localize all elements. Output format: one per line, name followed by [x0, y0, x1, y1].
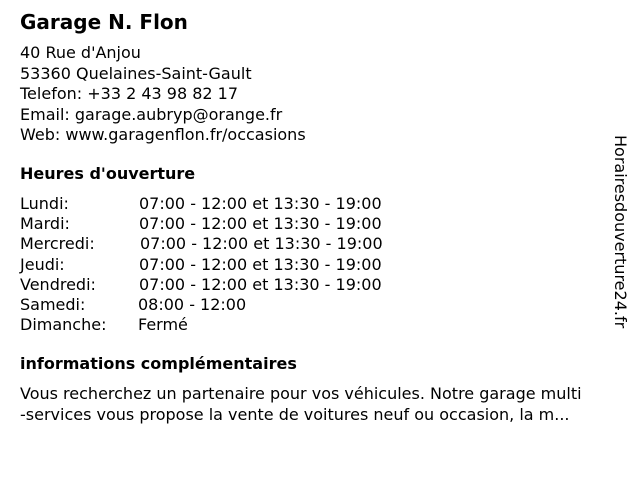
- day-hours: 07:00 - 12:00 et 13:30 - 19:00: [140, 234, 383, 254]
- email-address[interactable]: Email: garage.aubryp@orange.fr: [20, 104, 283, 124]
- info-line-1: Vous recherchez un partenaire pour vos véhicules. Notre garage multi: [20, 384, 582, 403]
- day-hours: Fermé: [138, 315, 188, 335]
- info-heading: informations complémentaires: [20, 354, 297, 373]
- day-hours: 07:00 - 12:00 et 13:30 - 19:00: [139, 194, 382, 213]
- day-label: Mardi:: [20, 214, 70, 234]
- day-hours: 07:00 - 12:00 et 13:30 - 19:00: [139, 274, 382, 294]
- hours-heading: Heures d'ouverture: [20, 164, 196, 183]
- day-label: Mercredi:: [20, 234, 95, 254]
- day-label: Dimanche:: [20, 315, 107, 335]
- hours-table: [20, 194, 440, 335]
- day-hours: 07:00 - 12:00 et 13:30 - 19:00: [139, 214, 382, 234]
- hours-row-tuesday: [20, 214, 440, 234]
- business-name: Garage N. Flon: [20, 10, 188, 34]
- website-link[interactable]: Web: www.garagenflon.fr/occasions: [20, 125, 306, 144]
- phone-number[interactable]: Telefon: +33 2 43 98 82 17: [20, 84, 239, 103]
- site-watermark: Horairesdouverture24.fr: [611, 135, 630, 329]
- hours-row-wednesday: [20, 234, 440, 254]
- day-label: Lundi:: [20, 194, 69, 213]
- day-hours: 07:00 - 12:00 et 13:30 - 19:00: [139, 254, 382, 274]
- day-label: Samedi:: [20, 294, 86, 314]
- city-address: 53360 Quelaines-Saint-Gault: [20, 63, 252, 83]
- hours-row-sunday: [20, 315, 440, 335]
- hours-row-monday: [20, 194, 440, 214]
- day-label: Jeudi:: [20, 254, 65, 274]
- info-description: [20, 384, 632, 425]
- contact-block: [20, 43, 306, 146]
- hours-row-friday: [20, 275, 440, 295]
- hours-row-saturday: [20, 295, 440, 315]
- street-address: 40 Rue d'Anjou: [20, 43, 141, 62]
- hours-row-thursday: [20, 255, 440, 275]
- info-line-2: -services vous propose la vente de voitures neuf ou occasion, la m...: [20, 404, 570, 424]
- day-hours: 08:00 - 12:00: [138, 294, 247, 314]
- day-label: Vendredi:: [20, 274, 96, 294]
